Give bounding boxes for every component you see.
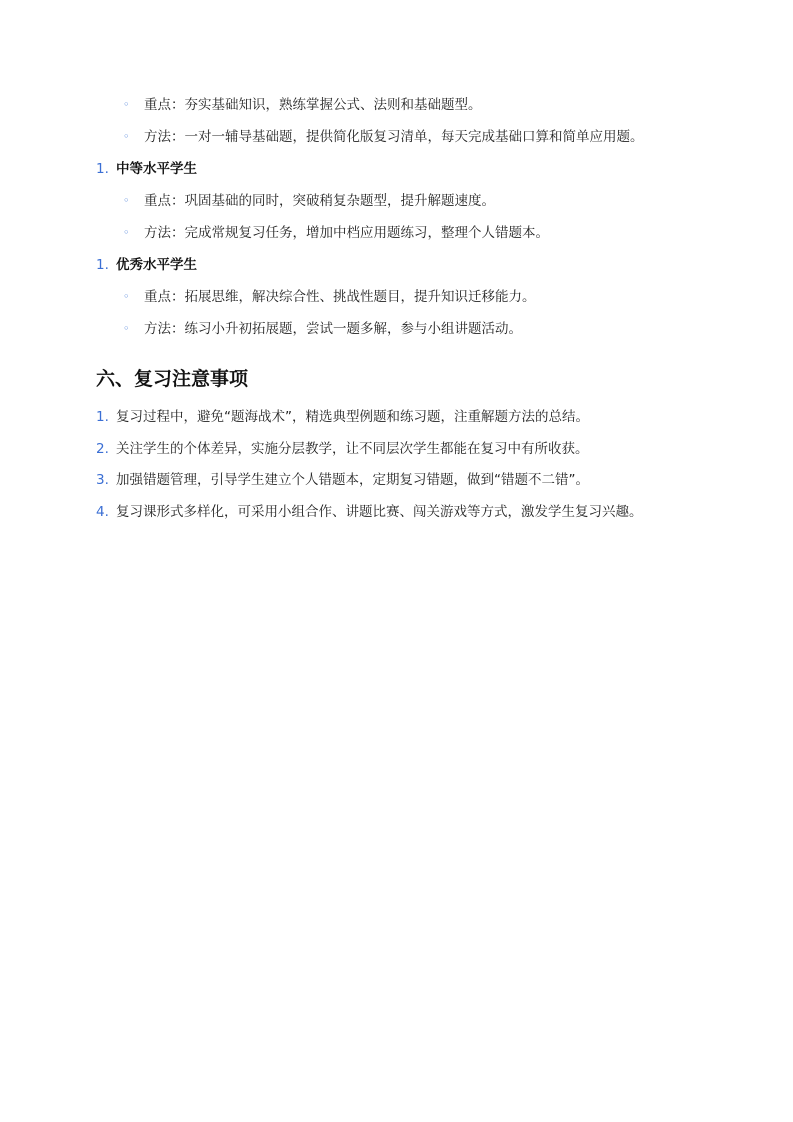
list-item — [0, 469, 793, 491]
list-item-text: 重点：拓展思维，解决综合性、挑战性题目，提升知识迁移能力。 — [144, 289, 536, 305]
list-item — [0, 94, 793, 116]
list-number: 1. — [96, 257, 109, 273]
section-heading: 六、复习注意事项 — [96, 368, 249, 390]
list-number: 4. — [96, 504, 109, 520]
bullet-icon: ◦ — [123, 98, 130, 111]
list-number: 1. — [96, 161, 109, 177]
list-item-text: 方法：完成常规复习任务，增加中档应用题练习，整理个人错题本。 — [144, 225, 549, 241]
bullet-icon: ◦ — [123, 226, 130, 239]
list-item — [0, 501, 793, 523]
group-heading — [0, 254, 793, 276]
list-item-text: 重点：巩固基础的同时，突破稍复杂题型，提升解题速度。 — [144, 193, 495, 209]
group-title: 中等水平学生 — [116, 161, 197, 177]
list-item — [0, 318, 793, 340]
group-heading — [0, 158, 793, 180]
list-item — [0, 438, 793, 460]
list-item — [0, 222, 793, 244]
group-title: 优秀水平学生 — [116, 257, 197, 273]
list-number: 2. — [96, 441, 109, 457]
list-item-text: 方法：一对一辅导基础题，提供简化版复习清单，每天完成基础口算和简单应用题。 — [144, 129, 644, 145]
list-item-text: 关注学生的个体差异，实施分层教学，让不同层次学生都能在复习中有所收获。 — [116, 441, 589, 457]
list-item — [0, 190, 793, 212]
list-item-text: 方法：练习小升初拓展题，尝试一题多解，参与小组讲题活动。 — [144, 321, 522, 337]
list-item — [0, 126, 793, 148]
list-number: 1. — [96, 409, 109, 425]
bullet-icon: ◦ — [123, 130, 130, 143]
list-item-text: 复习过程中，避免“题海战术”，精选典型例题和练习题，注重解题方法的总结。 — [116, 409, 589, 425]
list-item-text: 复习课形式多样化，可采用小组合作、讲题比赛、闯关游戏等方式，激发学生复习兴趣。 — [116, 504, 643, 520]
list-number: 3. — [96, 472, 109, 488]
list-item-text: 加强错题管理，引导学生建立个人错题本，定期复习错题，做到“错题不二错”。 — [116, 472, 589, 488]
bullet-icon: ◦ — [123, 194, 130, 207]
bullet-icon: ◦ — [123, 290, 130, 303]
list-item — [0, 286, 793, 308]
list-item-text: 重点：夯实基础知识，熟练掌握公式、法则和基础题型。 — [144, 97, 482, 113]
list-item — [0, 406, 793, 428]
bullet-icon: ◦ — [123, 322, 130, 335]
